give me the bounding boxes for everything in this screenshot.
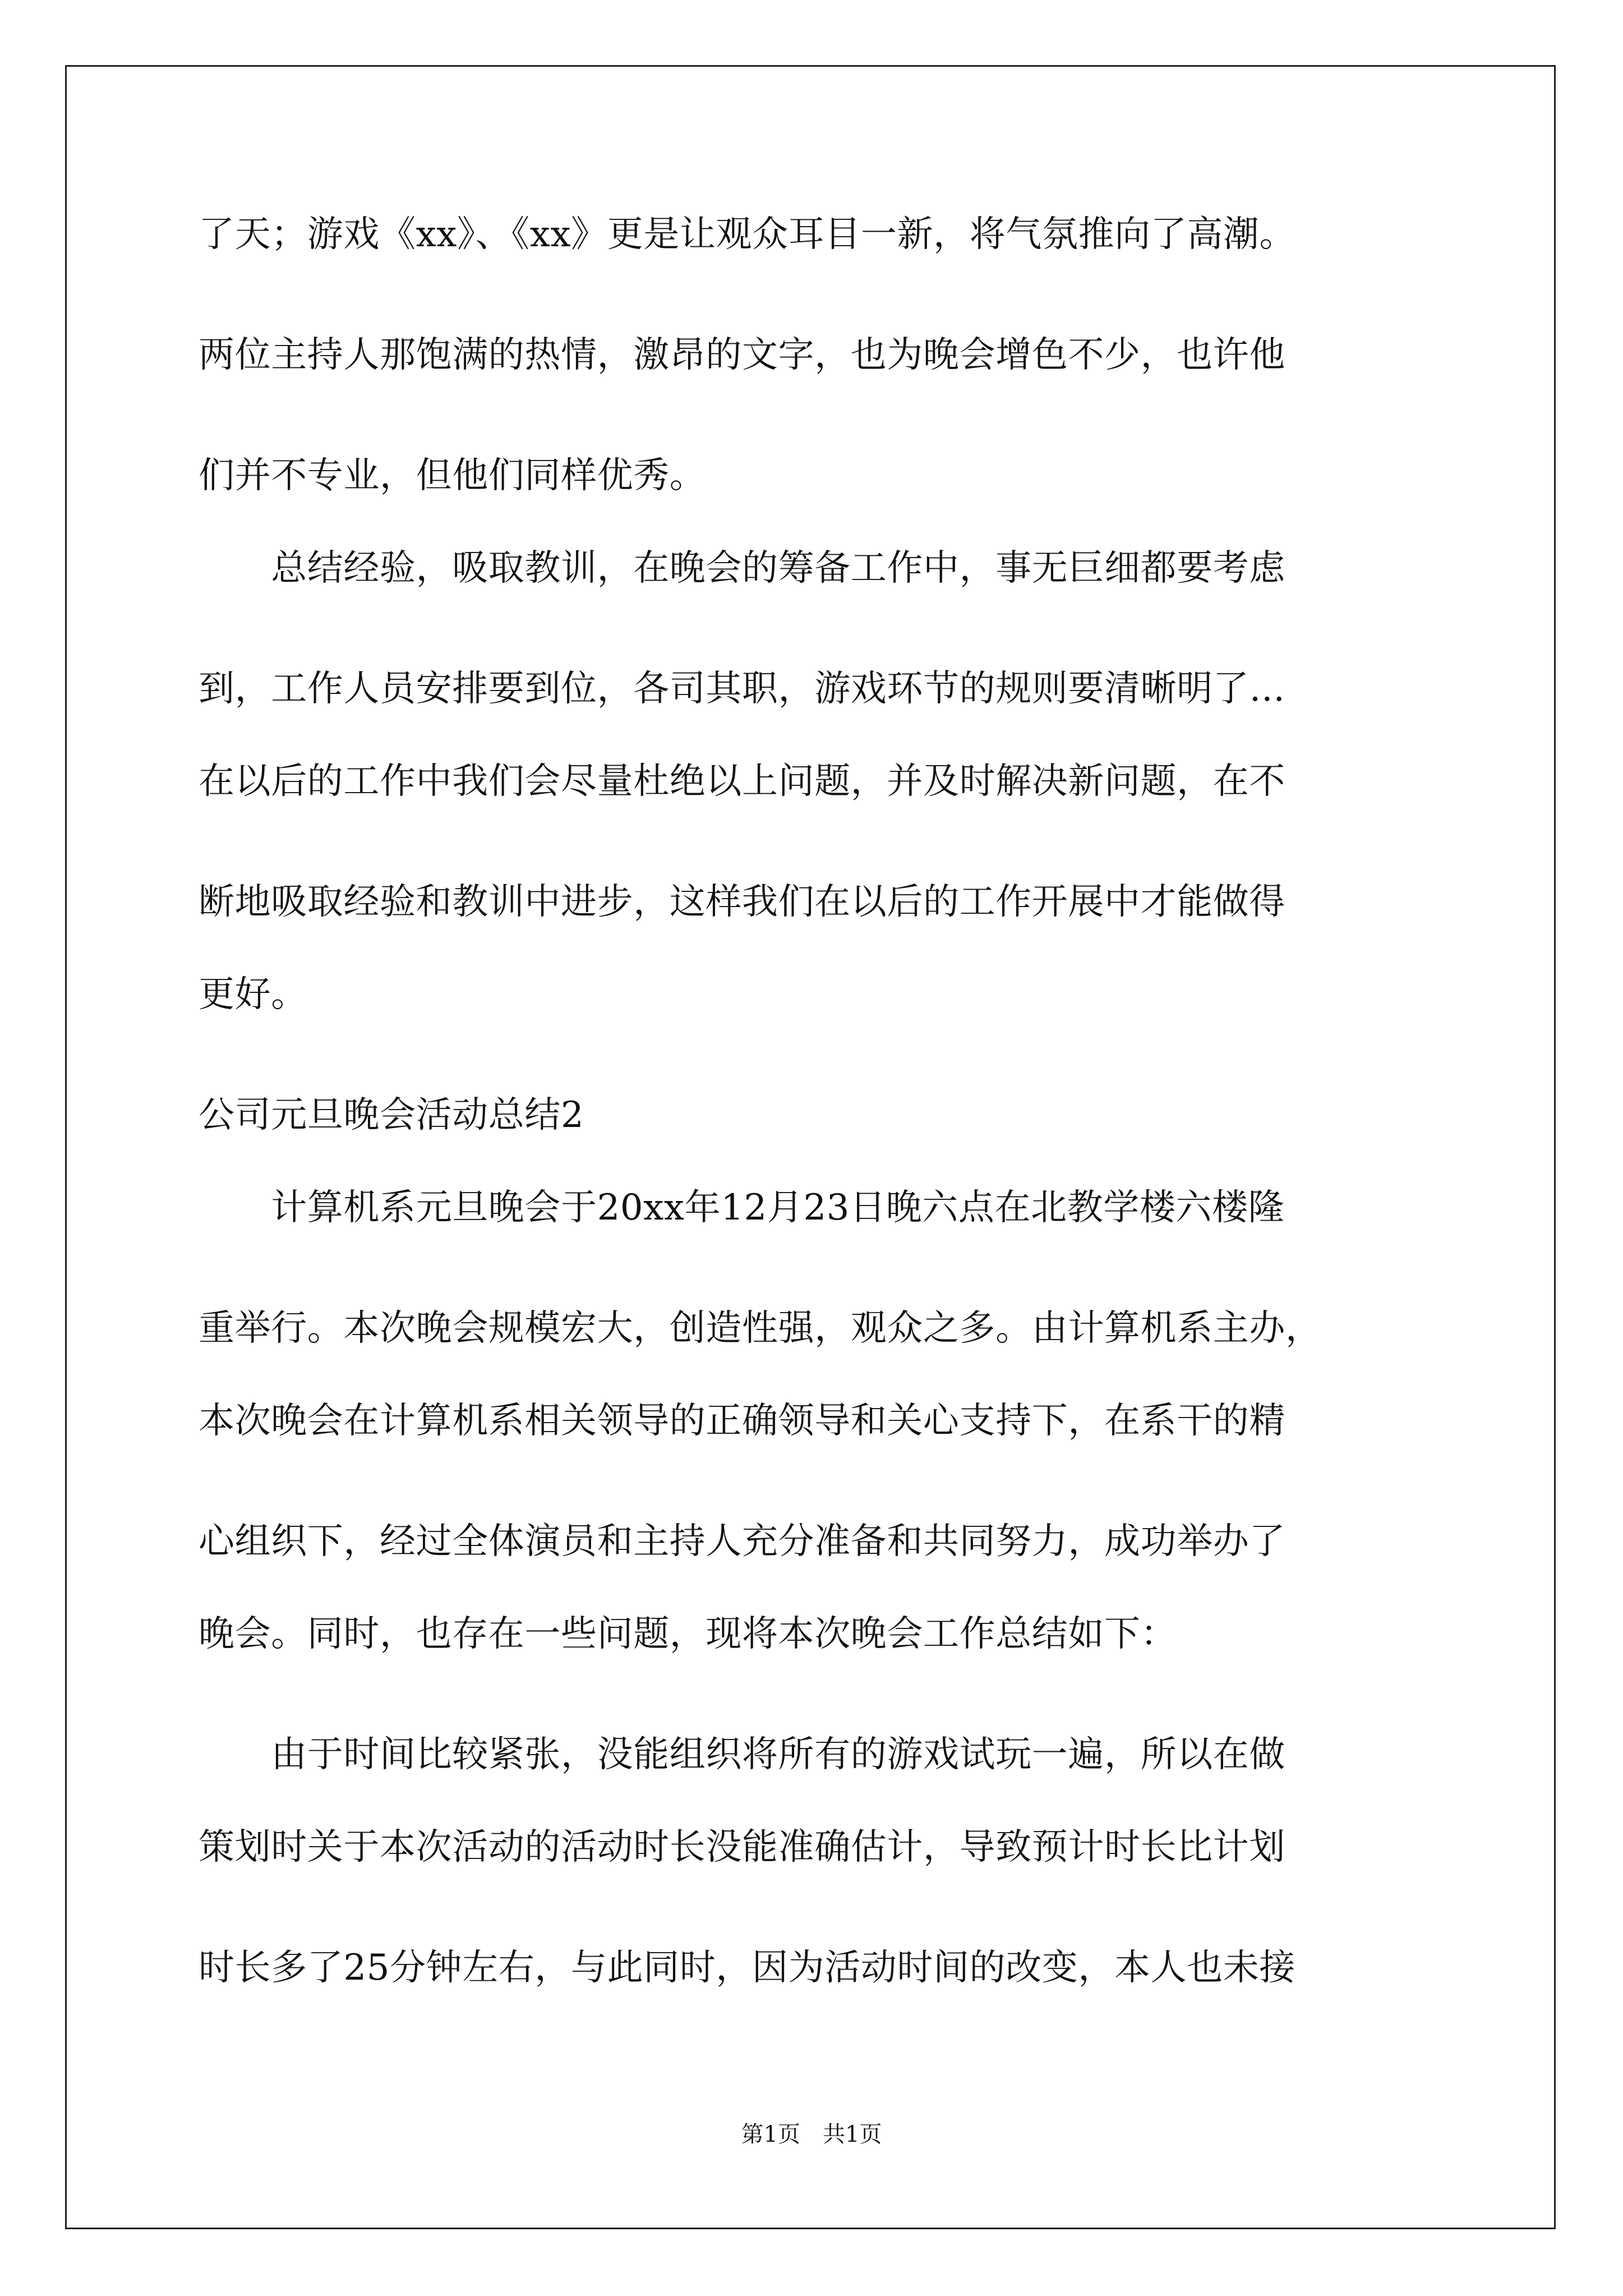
page-border bbox=[65, 65, 1556, 2229]
body-text-line: 更好。 bbox=[199, 974, 307, 1015]
section-heading: 公司元旦晚会活动总结2 bbox=[199, 1094, 584, 1136]
body-text-line: 两位主持人那饱满的热情，激昂的文字，也为晚会增色不少，也许他 bbox=[199, 334, 1285, 376]
body-text-line: 重举行。本次晚会规模宏大，创造性强，观众之多。由计算机系主办， bbox=[199, 1308, 1322, 1349]
body-text-line: 晚会。同时，也存在一些问题，现将本次晚会工作总结如下： bbox=[199, 1613, 1177, 1655]
page-footer: 第1页 共1页 bbox=[741, 2122, 882, 2147]
body-text-line: 在以后的工作中我们会尽量杜绝以上问题，并及时解决新问题，在不 bbox=[199, 761, 1285, 802]
body-text-line: 心组织下，经过全体演员和主持人充分准备和共同努力，成功举办了 bbox=[199, 1521, 1285, 1562]
body-text-line: 总结经验，吸取教训，在晚会的筹备工作中，事无巨细都要考虑 bbox=[199, 547, 1285, 589]
body-text-line: 断地吸取经验和教训中进步，这样我们在以后的工作开展中才能做得 bbox=[199, 881, 1285, 923]
body-text-line: 本次晚会在计算机系相关领导的正确领导和关心支持下，在系干的精 bbox=[199, 1400, 1285, 1442]
body-text-line: 策划时关于本次活动的活动时长没能准确估计，导致预计时长比计划 bbox=[199, 1826, 1285, 1868]
body-text-line: 计算机系元旦晚会于20xx年12月23日晚六点在北教学楼六楼隆 bbox=[199, 1187, 1285, 1228]
body-text-line: 们并不专业，但他们同样优秀。 bbox=[199, 455, 706, 496]
body-text-line: 到，工作人员安排要到位，各司其职，游戏环节的规则要清晰明了… bbox=[199, 668, 1285, 710]
body-text-line: 由于时间比较紧张，没能组织将所有的游戏试玩一遍，所以在做 bbox=[199, 1734, 1285, 1775]
body-text-line: 了天；游戏《xx》、《xx》更是让观众耳目一新，将气氛推向了高潮。 bbox=[199, 214, 1296, 255]
body-text-line: 时长多了25分钟左右，与此同时，因为活动时间的改变，本人也未接 bbox=[199, 1947, 1296, 1989]
